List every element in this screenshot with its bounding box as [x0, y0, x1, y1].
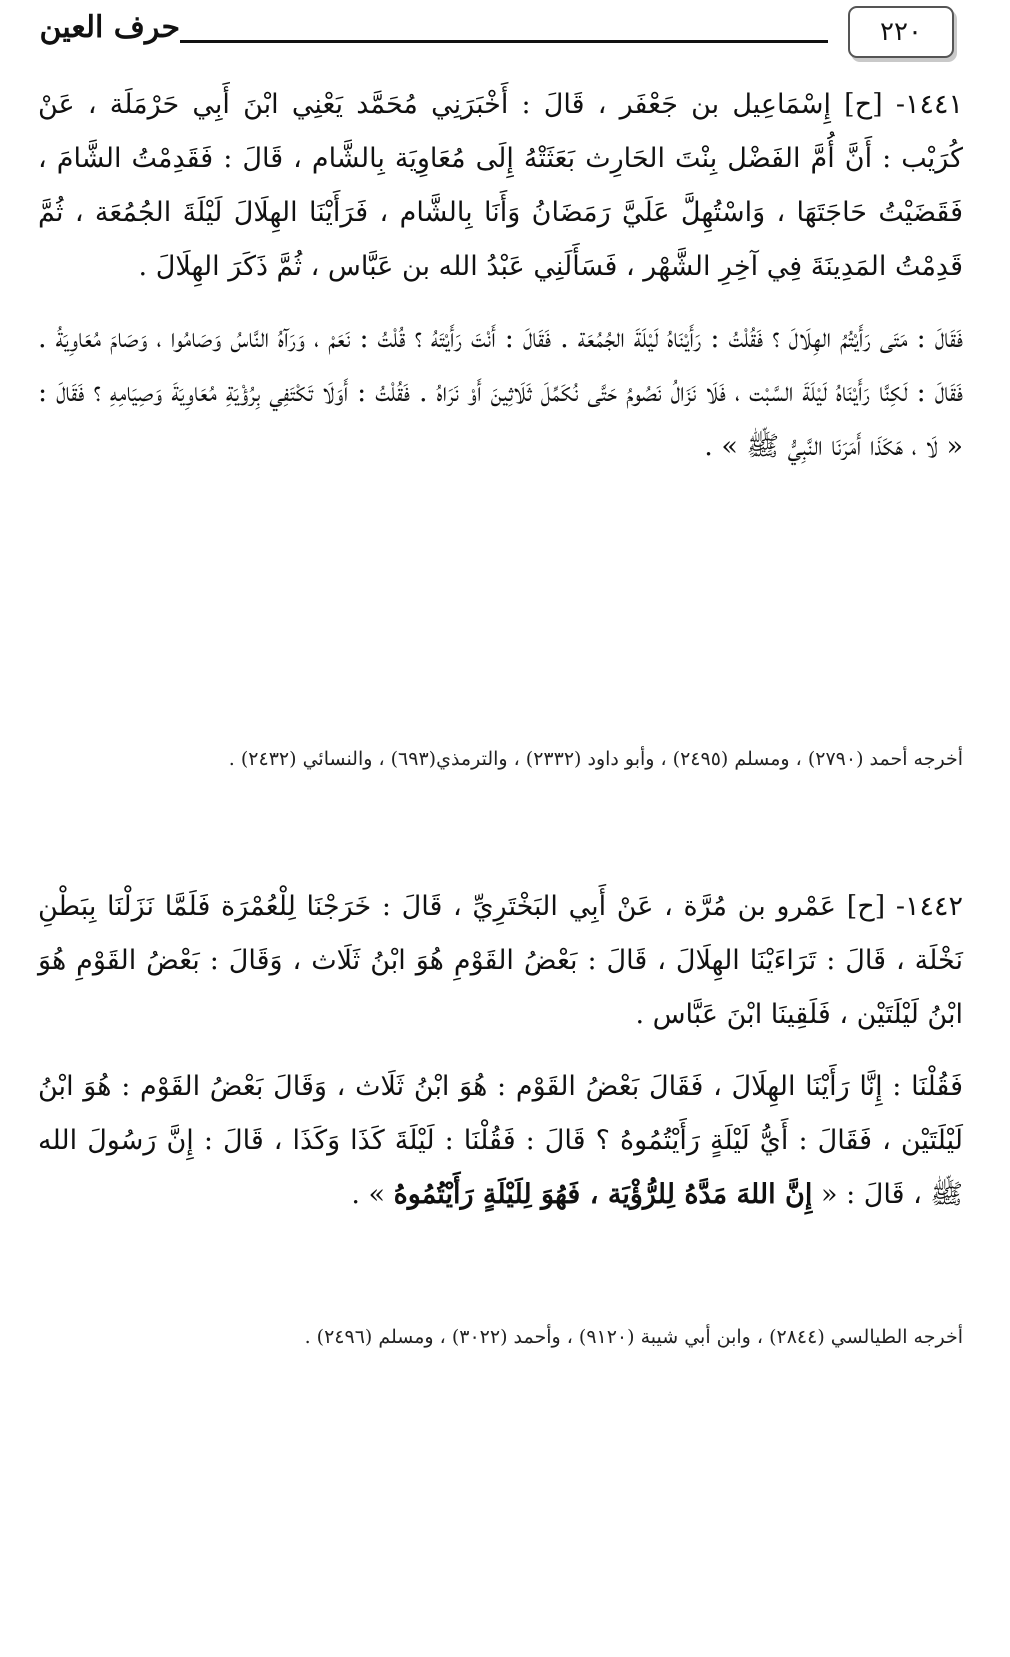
header-rule	[180, 40, 828, 43]
entry-1441-source: أخرجه أحمد (٢٧٩٠) ، ومسلم (٢٤٩٥) ، وأبو داود (٢٣٣٢) ، والترمذي(٦٩٣) ، والنسائي (٢٤٣٢) .	[228, 748, 963, 770]
entry-1441-paragraph-1: ١٤٤١- [ح] إِسْمَاعِيل بن جَعْفَر ، قَالَ : أَخْبَرَنِي مُحَمَّد يَعْنِي ابْنَ أَبِي حَرْمَلَة ، عَنْ كُرَيْب : أَنَّ أُمَّ الفَضْل بِنْتَ الحَارِث بَعَثَتْهُ إِلَى مُعَاوِيَة بِالشَّام ، قَالَ : فَقَدِمْتُ الشَّامَ ، فَقَضَيْتُ حَاجَتَهَا ، وَاسْتُهِلَّ عَلَيَّ رَمَضَانُ وَأَنَا بِالشَّام ، فَرَأَيْنَا الهِلَالَ لَيْلَةَ الجُمُعَة ، ثُمَّ قَدِمْتُ المَدِينَةَ فِي آخِرِ الشَّهْر ، فَسَأَلَنِي عَبْدُ الله بن عَبَّاس ، ثُمَّ ذَكَرَ الهِلَالَ .	[38, 89, 963, 282]
quote-close: » .	[351, 1179, 394, 1210]
entry-1441	[38, 78, 963, 474]
page-number-text: ٢٢٠	[880, 17, 922, 47]
hadith-quote: إِنَّ اللهَ مَدَّهُ لِلرُّؤْيَة ، فَهُوَ لِلَيْلَةٍ رَأَيْتُمُوهُ	[393, 1179, 813, 1210]
entry-1441-paragraph-2: فَقَالَ : مَتَى رَأَيْتُمُ الهِلَالَ ؟ فَقُلْتُ : رَأَيْنَاهُ لَيْلَةَ الجُمُعَة . فَقَالَ : أَنْتَ رَأَيْتَهُ ؟ قُلْتُ : نَعَمْ ، وَرَآهُ النَّاسُ وَصَامُوا ، وَصَامَ مُعَاوِيَةُ . فَقَالَ : لَكِنَّا رَأَيْنَاهُ لَيْلَةَ السَّبْت ، فَلَا نَزَالُ نَصُومُ حَتَّى نُكَمِّلَ ثَلَاثِينَ أَوْ نَرَاهُ . فَقُلْتُ : أَوَلَا تَكْتَفِي بِرُؤْيَةِ مُعَاوِيَةَ وَصِيَامِهِ ؟ فَقَالَ : « لَا ، هَكَذَا أَمَرَنَا النَّبِيُّ ﷺ » .	[38, 323, 963, 462]
entry-1442	[38, 880, 963, 1222]
chapter-title: حرف العين	[39, 10, 180, 45]
entry-1442-paragraph-1: ١٤٤٢- [ح] عَمْرو بن مُرَّة ، عَنْ أَبِي البَخْتَرِيِّ ، قَالَ : خَرَجْنَا لِلْعُمْرَة فَلَمَّا نَزَلْنَا بِبَطْنِ نَخْلَة ، قَالَ : تَرَاءَيْنَا الهِلَالَ ، قَالَ : بَعْضُ القَوْمِ هُوَ ابْنُ ثَلَاث ، وَقَالَ : بَعْضُ القَوْمِ هُوَ ابْنُ لَيْلَتَيْن ، فَلَقِينَا ابْنَ عَبَّاس .	[38, 891, 963, 1030]
entry-1442-paragraph-2	[38, 1060, 963, 1222]
entry-1442-paragraph-2-text: فَقُلْنَا : إِنَّا رَأَيْنَا الهِلَالَ ، فَقَالَ بَعْضُ القَوْم : هُوَ ابْنُ ثَلَاث ، وَقَالَ بَعْضُ القَوْم : هُوَ ابْنُ لَيْلَتَيْن ، فَقَالَ : أَيُّ لَيْلَةٍ رَأَيْتُمُوهُ ؟ قَالَ : فَقُلْنَا : لَيْلَةَ كَذَا وَكَذَا ، قَالَ : إِنَّ رَسُولَ الله ﷺ ، قَالَ : «	[38, 1071, 963, 1210]
page-number	[848, 6, 954, 58]
entry-1442-source: أخرجه الطيالسي (٢٨٤٤) ، وابن أبي شيبة (٩١٢٠) ، وأحمد (٣٠٢٢) ، ومسلم (٢٤٩٦) .	[304, 1326, 963, 1348]
